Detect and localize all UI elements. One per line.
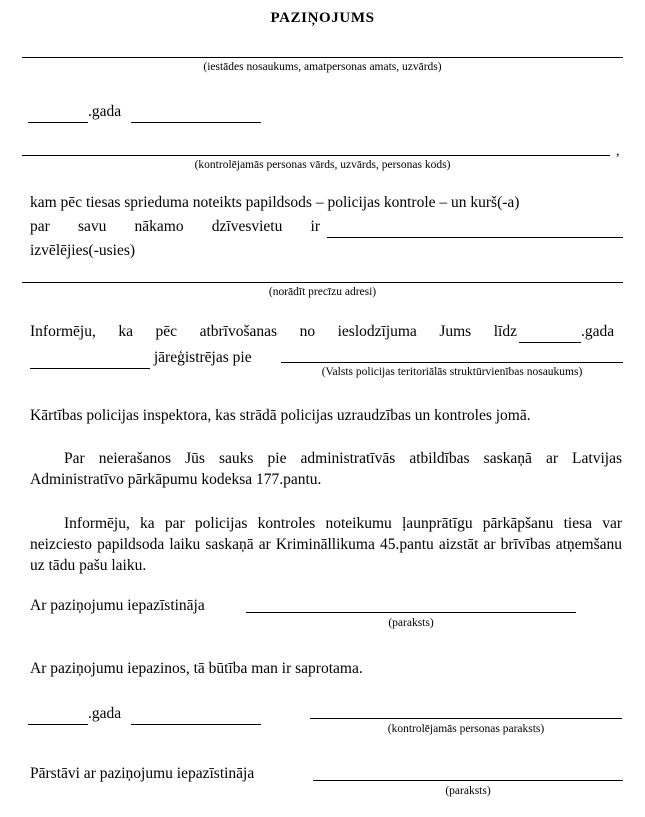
paragraph-2-text-c: jāreģistrējas pie bbox=[153, 349, 252, 366]
paragraph-5: Informēju, ka par policijas kontroles noteikumu ļaunprātīgu pārkāpšanu tiesa var neizciesto papildsoda laiku saskaņā ar Krimināllikuma 45.pantu aizstāt ar brīvības atņemšanu uz tādu pašu laiku. bbox=[30, 515, 622, 574]
paragraph-2-text-a: Informēju, ka pēc atbrīvošanas no ieslodzījuma Jums līdz bbox=[30, 323, 517, 340]
deadline-date-blank[interactable] bbox=[519, 326, 581, 343]
controlled-person-signature-caption: (kontrolējamās personas paraksts) bbox=[387, 723, 545, 735]
page-title: PAZIŅOJUMS bbox=[270, 10, 375, 26]
person-blank-line[interactable] bbox=[22, 155, 610, 156]
controlled-person-signature-blank[interactable] bbox=[310, 718, 622, 719]
address-blank-line[interactable] bbox=[22, 282, 623, 283]
signature-blank-2[interactable] bbox=[313, 780, 623, 781]
paragraph-1-line-3: izvēlējies(-usies) bbox=[30, 242, 136, 259]
paragraph-7: Ar paziņojumu iepazinos, tā būtība man ir saprotama. bbox=[30, 660, 363, 677]
signature-caption-1: (paraksts) bbox=[388, 617, 434, 629]
date-year-suffix: .gada bbox=[88, 103, 122, 120]
date2-blank-2[interactable] bbox=[131, 708, 261, 725]
paragraph-6: Ar paziņojumu iepazīstināja bbox=[30, 597, 205, 614]
signature-blank-1[interactable] bbox=[246, 612, 576, 613]
institution-caption: (iestādes nosaukums, amatpersonas amats, uzvārds) bbox=[203, 61, 442, 73]
residence-blank-line-1[interactable] bbox=[327, 237, 623, 238]
address-caption: (norādīt precīzu adresi) bbox=[268, 286, 377, 298]
signature-caption-2: (paraksts) bbox=[445, 785, 491, 797]
person-caption: (kontrolējamās personas vārds, uzvārds, personas kods) bbox=[194, 159, 451, 171]
comma-mark: , bbox=[616, 144, 620, 159]
paragraph-1-line-2: par savu nākamo dzīvesvietu ir bbox=[30, 218, 320, 235]
paragraph-3: Kārtības policijas inspektora, kas strādā policijas uzraudzības un kontroles jomā. bbox=[30, 407, 531, 424]
date2-blank-1[interactable] bbox=[28, 708, 88, 725]
institution-blank-line[interactable] bbox=[22, 57, 623, 58]
paragraph-1-line-1: kam pēc tiesas sprieduma noteikts papildsods – policijas kontrole – un kurš(-a) bbox=[30, 194, 520, 211]
paragraph-8: Pārstāvi ar paziņojumu iepazīstināja bbox=[30, 765, 255, 782]
date-blank-2[interactable] bbox=[131, 105, 261, 123]
date-row-2 bbox=[28, 704, 328, 725]
paragraph-2-line-1 bbox=[30, 322, 625, 343]
registration-blank[interactable] bbox=[30, 352, 150, 369]
paragraph-2-text-b: .gada bbox=[581, 323, 615, 340]
police-unit-blank-line[interactable] bbox=[281, 362, 623, 363]
police-unit-caption: (Valsts policijas teritoriālās struktūrvienības nosaukums) bbox=[321, 366, 583, 378]
date2-year-suffix: .gada bbox=[88, 705, 122, 722]
paragraph-4: Par neierašanos Jūs sauks pie administratīvās atbildības saskaņā ar Latvijas Administratīvo pārkāpumu kodeksa 177.pantu. bbox=[30, 450, 622, 488]
date-row bbox=[28, 102, 428, 123]
date-blank-1[interactable] bbox=[28, 105, 88, 123]
